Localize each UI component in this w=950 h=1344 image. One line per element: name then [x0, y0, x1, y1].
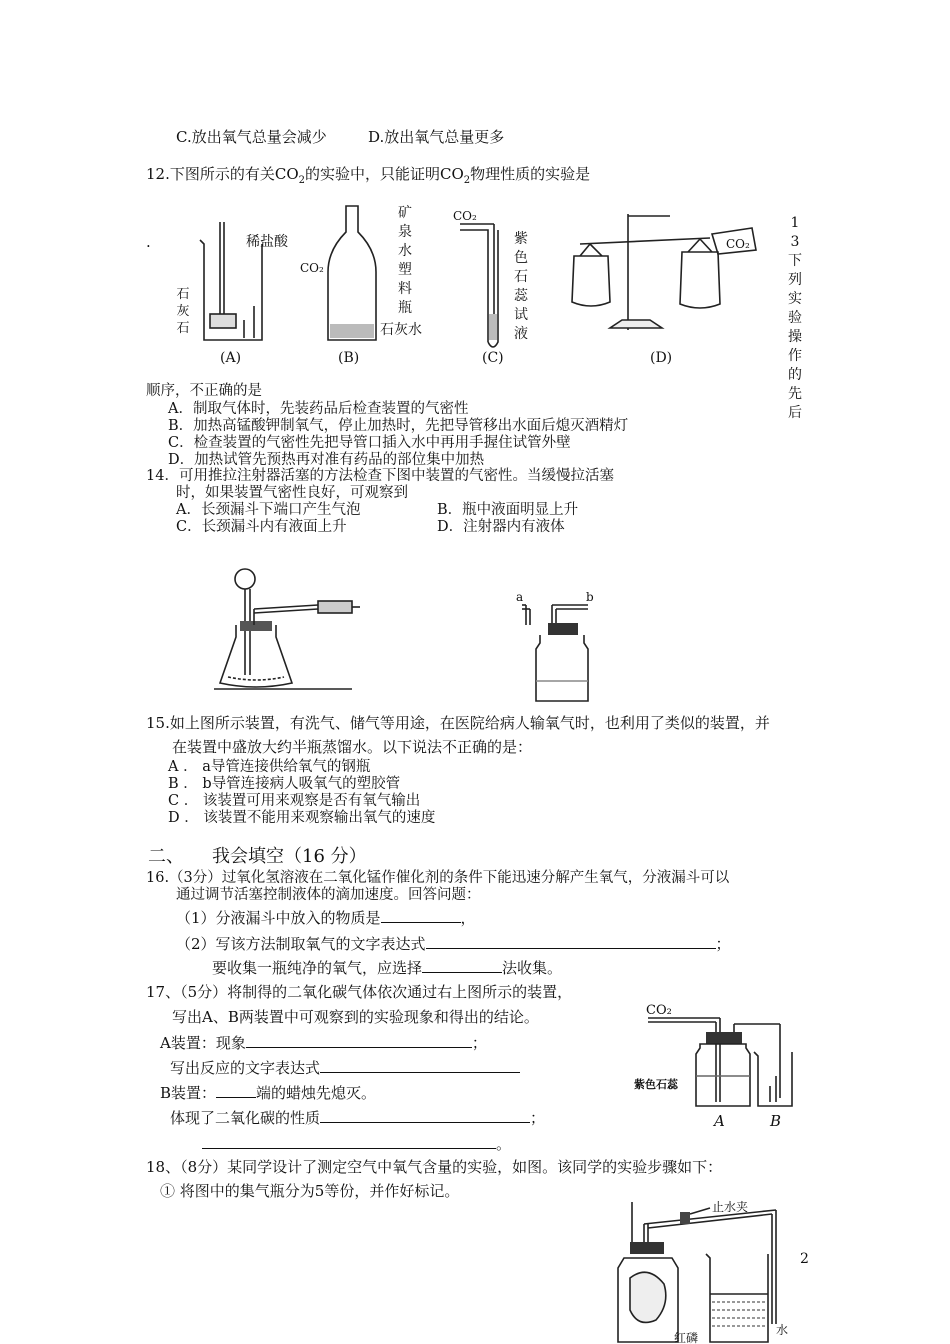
q12-stem: 12.下图所示的有关$CO_2$的实验中，只能证明$CO_2$物理性质的实验是 [146, 165, 591, 186]
fig-d-letter: (D) [650, 350, 673, 366]
q12-figure [170, 192, 790, 372]
fig-b-bottle-label: 矿 泉 水 塑 料 瓶 [398, 205, 412, 316]
fig17-litmus-label: 紫色石蕊 [634, 1078, 678, 1091]
q14-option-d: D．注射器内有液体 [437, 519, 565, 535]
syringe [318, 601, 352, 613]
fig17-label-b: B [770, 1112, 782, 1130]
q16-blank1[interactable] [381, 908, 461, 923]
fig-c-letter: (C) [482, 350, 504, 366]
q17-blank-prop[interactable] [320, 1108, 530, 1123]
q15-line2: 在装置中盛放大约半瓶蒸馏水。以下说法不正确的是： [172, 738, 533, 756]
q15-option-a: A ． a导管连接供给氧气的钢瓶 [168, 759, 371, 775]
fig-b-bottle [328, 206, 376, 340]
clip-icon [680, 1212, 690, 1224]
fig-c-litmus-label: 紫 色 石 蕊 试 液 [514, 231, 528, 342]
fig-label-a: a [516, 590, 524, 604]
fig-d-beam [580, 238, 710, 244]
q16-blank3[interactable] [422, 958, 502, 973]
q18-line1: 18、（8分）某同学设计了测定空气中氧气含量的实验，如图。该同学的实验步骤如下： [146, 1158, 723, 1176]
q17-blank-b[interactable] [216, 1083, 256, 1098]
q14-line1: 14．可用推拉注射器活塞的方法检查下图中装置的气密性。当缓慢拉活塞 [146, 468, 614, 484]
fig17-label-a: A [714, 1112, 725, 1130]
fig18-water-label: 水 [776, 1323, 789, 1337]
gas-bottle [536, 635, 588, 701]
q16-line1: 16.（3分）过氧化氢溶液在二氧化锰作催化剂的条件下能迅速分解产生氧气，分液漏斗可以 [146, 870, 730, 886]
q17-a-equation: 写出反应的文字表达式 [170, 1058, 520, 1077]
fig-a-acid-label: 稀盐酸 [246, 234, 288, 250]
q12-dot: . [146, 233, 151, 251]
q17-last: 。 [202, 1134, 511, 1153]
funnel-bulb [235, 569, 255, 589]
fig-d-bag-right [680, 252, 720, 308]
q15-option-c: C ． 该装置可用来观察是否有氧气输出 [168, 793, 421, 809]
q14-option-a: A．长颈漏斗下端口产生气泡 [176, 502, 361, 518]
q15-option-b: B ． b导管连接病人吸氧气的塑胶管 [168, 776, 401, 792]
fig-b-letter: (B) [338, 350, 360, 366]
q18-figure [600, 1194, 800, 1344]
q13-option-d: D．加热试管先预热再对准有药品的部位集中加热 [168, 452, 485, 468]
q11-option-c: C.放出氧气总量会减少 [176, 128, 327, 146]
fig-bottle-a [696, 1044, 750, 1106]
q16-part1: （1）分液漏斗中放入的物质是 ， [176, 909, 476, 927]
fig17-co2-label: CO₂ [646, 1003, 672, 1018]
fig-b-co2-label: CO₂ [300, 261, 324, 275]
page-number: 2 [800, 1251, 809, 1267]
q14-option-c: C．长颈漏斗内有液面上升 [176, 519, 347, 535]
fig-d-bag-left [572, 256, 610, 306]
q17-line2: 写出A、B两装置中可观察到的实验现象和得出的结论。 [172, 1008, 539, 1026]
section-number: 二、 [148, 846, 184, 867]
fig-a-letter: (A) [220, 350, 242, 366]
q17-blank-a-obs[interactable] [246, 1033, 472, 1048]
q16-part2: （2）写该方法制取氧气的文字表达式 ； [176, 935, 731, 953]
fig18-clip-label: 止水夹 [712, 1200, 749, 1214]
q18-step1: ① 将图中的集气瓶分为5等份，并作好标记。 [160, 1182, 460, 1200]
fig-b-limewater [330, 324, 374, 338]
section-title: 我会填空（16 分） [212, 846, 367, 867]
q17-figure [630, 1002, 800, 1132]
q13-vertical-stem: 1 3 下 列 实 验 操 作 的 先 后 [788, 215, 802, 421]
q15-option-d: D ． 该装置不能用来观察输出氧气的速度 [168, 810, 436, 826]
q16-blank2[interactable] [426, 934, 716, 949]
q14-option-b: B．瓶中液面明显上升 [437, 502, 579, 518]
q17-b: B装置： 端的蜡烛先熄灭。 [160, 1084, 377, 1102]
q13-option-c: C．检查装置的气密性先把导管口插入水中再用手握住试管外壁 [168, 435, 571, 451]
water-beaker [706, 1254, 768, 1342]
q14-line2: 时，如果装置气密性良好，可观察到 [176, 485, 408, 501]
q15-line1: 15.如上图所示装置，有洗气、储气等用途，在医院给病人输氧气时，也利用了类似的装置，并 [146, 714, 770, 732]
fig-b-lime-label: 石灰水 [380, 322, 422, 338]
q17-a-observation: A装置：现象 ； [160, 1034, 487, 1052]
q11-option-d: D.放出氧气总量更多 [368, 128, 505, 146]
q13-stem: 顺序，不正确的是 [146, 383, 262, 399]
fig-a-stone-vertical: 石 灰 石 [176, 287, 190, 336]
fig-beaker-b [754, 1052, 792, 1106]
q13-option-b: B．加热高锰酸钾制氧气，停止加热时，先把导管移出水面后熄灭酒精灯 [168, 418, 629, 434]
q17-blank-last[interactable] [202, 1134, 496, 1149]
q13-option-a: A．制取气体时，先装药品后检查装置的气密性 [168, 401, 469, 417]
fig-d-co2-label: CO₂ [726, 237, 750, 251]
q17-line1: 17、（5分）将制得的二氧化碳气体依次通过右上图所示的装置， [146, 983, 573, 1001]
fig-c-co2-label: CO₂ [453, 209, 477, 223]
q16-part3: 要收集一瓶纯净的氧气，应选择 法收集。 [212, 959, 563, 977]
q16-line2: 通过调节活塞控制液体的滴加速度。回答问题： [176, 887, 481, 903]
q14-figure [200, 565, 620, 705]
fig-label-b: b [586, 590, 594, 604]
fig-a-stone [210, 314, 236, 328]
fig18-phosphorus-label: 红磷 [674, 1331, 699, 1344]
q17-property: 体现了二氧化碳的性质 ； [170, 1109, 546, 1127]
q17-blank-a-eq[interactable] [320, 1058, 520, 1073]
